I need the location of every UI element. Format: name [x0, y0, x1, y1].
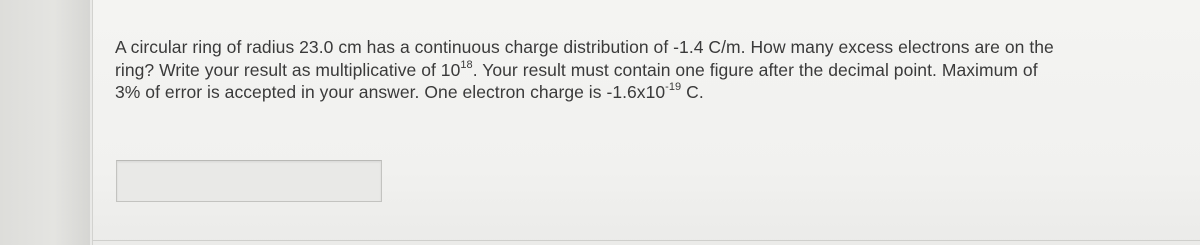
answer-input[interactable]	[116, 160, 382, 202]
question-text-part-1: A circular ring of radius 23.0 cm has a continuous charge distribution of -1.4 C/m. How many excess electrons are on the ring? Write your result as multiplicative of 10	[115, 37, 1054, 80]
question-text	[115, 36, 1055, 104]
question-text-part-2: . Your result must contain one figure after the decimal point. Maximum of 3% of error is accepted in your answer. One electron charge is -1.6x10	[115, 59, 1038, 102]
question-panel	[92, 0, 1200, 245]
question-text-part-3: C.	[681, 82, 704, 102]
divider	[92, 240, 1200, 241]
exponent-18: 18	[460, 58, 473, 71]
left-margin	[0, 0, 90, 245]
exponent-minus-19: -19	[665, 81, 682, 94]
